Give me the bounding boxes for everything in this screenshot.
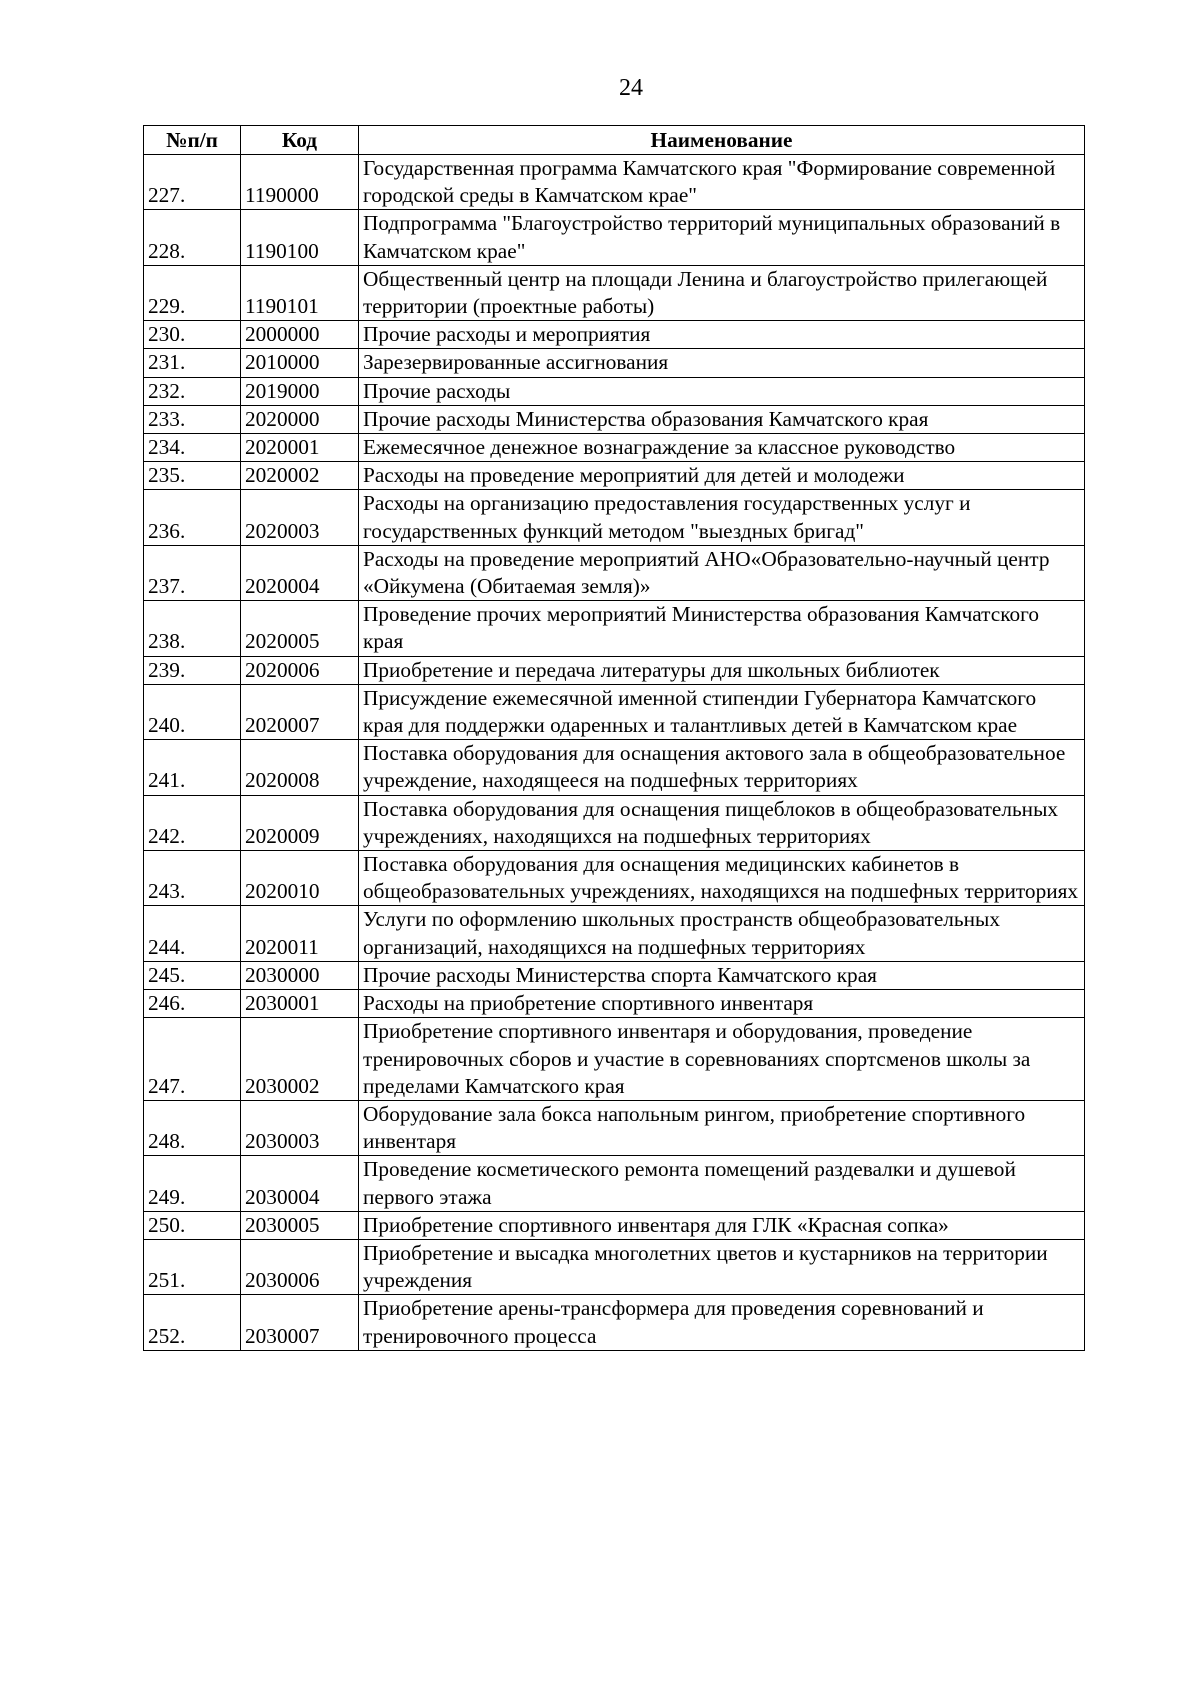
row-code: 2020011 xyxy=(241,906,359,961)
row-code: 2020004 xyxy=(241,545,359,600)
row-code: 2020007 xyxy=(241,684,359,739)
table-row xyxy=(144,1239,1085,1294)
table-row xyxy=(144,377,1085,405)
row-number: 237. xyxy=(144,545,241,600)
row-code: 2020009 xyxy=(241,795,359,850)
row-number: 252. xyxy=(144,1295,241,1350)
row-name: Проведение прочих мероприятий Министерства образования Камчатского края xyxy=(359,601,1085,656)
row-name: Общественный центр на площади Ленина и благоустройство прилегающей территории (проектные работы) xyxy=(359,265,1085,320)
table-row xyxy=(144,1100,1085,1155)
row-number: 241. xyxy=(144,740,241,795)
table-row xyxy=(144,740,1085,795)
row-number: 239. xyxy=(144,656,241,684)
page-number: 24 xyxy=(619,75,643,101)
row-code: 2030003 xyxy=(241,1100,359,1155)
row-name: Прочие расходы Министерства образования Камчатского края xyxy=(359,405,1085,433)
row-name: Ежемесячное денежное вознаграждение за классное руководство xyxy=(359,434,1085,462)
row-code: 2020008 xyxy=(241,740,359,795)
row-name: Услуги по оформлению школьных пространств общеобразовательных организаций, находящихся на подшефных территориях xyxy=(359,906,1085,961)
budget-classification-table xyxy=(143,125,1085,1351)
row-code: 2030005 xyxy=(241,1211,359,1239)
row-name: Поставка оборудования для оснащения актового зала в общеобразовательное учреждение, находящееся на подшефных территориях xyxy=(359,740,1085,795)
row-number: 230. xyxy=(144,321,241,349)
row-code: 2030006 xyxy=(241,1239,359,1294)
row-number: 243. xyxy=(144,851,241,906)
row-code: 2020005 xyxy=(241,601,359,656)
row-name: Проведение косметического ремонта помещений раздевалки и душевой первого этажа xyxy=(359,1156,1085,1211)
row-code: 1190101 xyxy=(241,265,359,320)
row-code: 2010000 xyxy=(241,349,359,377)
row-number: 231. xyxy=(144,349,241,377)
row-code: 2030007 xyxy=(241,1295,359,1350)
table-row xyxy=(144,321,1085,349)
table-row xyxy=(144,462,1085,490)
row-name: Приобретение спортивного инвентаря и оборудования, проведение тренировочных сборов и участие в соревнованиях спортсменов школы за пределами Камчатского края xyxy=(359,1018,1085,1101)
row-name: Расходы на организацию предоставления государственных услуг и государственных функций методом "выездных бригад" xyxy=(359,490,1085,545)
table-row xyxy=(144,405,1085,433)
row-number: 233. xyxy=(144,405,241,433)
row-name: Государственная программа Камчатского края "Формирование современной городской среды в Камчатском крае" xyxy=(359,155,1085,210)
table-row xyxy=(144,210,1085,265)
row-number: 246. xyxy=(144,990,241,1018)
table-row xyxy=(144,1295,1085,1350)
table-row xyxy=(144,1018,1085,1101)
table-row xyxy=(144,656,1085,684)
row-number: 247. xyxy=(144,1018,241,1101)
row-number: 235. xyxy=(144,462,241,490)
table-header xyxy=(144,126,1085,155)
row-code: 2030000 xyxy=(241,961,359,989)
row-code: 2030001 xyxy=(241,990,359,1018)
row-number: 229. xyxy=(144,265,241,320)
row-name: Прочие расходы xyxy=(359,377,1085,405)
header-row xyxy=(144,126,1085,155)
header-code: Код xyxy=(241,126,359,155)
row-code: 2020010 xyxy=(241,851,359,906)
row-number: 232. xyxy=(144,377,241,405)
row-name: Расходы на приобретение спортивного инвентаря xyxy=(359,990,1085,1018)
row-code: 2020000 xyxy=(241,405,359,433)
table-row xyxy=(144,990,1085,1018)
row-code: 1190100 xyxy=(241,210,359,265)
row-number: 248. xyxy=(144,1100,241,1155)
row-name: Поставка оборудования для оснащения медицинских кабинетов в общеобразовательных учреждениях, находящихся на подшефных территориях xyxy=(359,851,1085,906)
row-number: 240. xyxy=(144,684,241,739)
row-name: Присуждение ежемесячной именной стипендии Губернатора Камчатского края для поддержки одаренных и талантливых детей в Камчатском крае xyxy=(359,684,1085,739)
header-num: №п/п xyxy=(144,126,241,155)
row-code: 2000000 xyxy=(241,321,359,349)
row-number: 251. xyxy=(144,1239,241,1294)
row-number: 250. xyxy=(144,1211,241,1239)
row-code: 2020001 xyxy=(241,434,359,462)
row-name: Поставка оборудования для оснащения пищеблоков в общеобразовательных учреждениях, находящихся на подшефных территориях xyxy=(359,795,1085,850)
row-name: Приобретение и передача литературы для школьных библиотек xyxy=(359,656,1085,684)
table-row xyxy=(144,434,1085,462)
table-row xyxy=(144,795,1085,850)
row-name: Зарезервированные ассигнования xyxy=(359,349,1085,377)
row-name: Расходы на проведение мероприятий АНО«Образовательно-научный центр «Ойкумена (Обитаемая земля)» xyxy=(359,545,1085,600)
table-row xyxy=(144,1211,1085,1239)
row-name: Приобретение и высадка многолетних цветов и кустарников на территории учреждения xyxy=(359,1239,1085,1294)
row-name: Приобретение арены-трансформера для проведения соревнований и тренировочного процесса xyxy=(359,1295,1085,1350)
row-name: Расходы на проведение мероприятий для детей и молодежи xyxy=(359,462,1085,490)
row-name: Прочие расходы и мероприятия xyxy=(359,321,1085,349)
table-row xyxy=(144,906,1085,961)
row-number: 244. xyxy=(144,906,241,961)
row-name: Оборудование зала бокса напольным рингом, приобретение спортивного инвентаря xyxy=(359,1100,1085,1155)
table-row xyxy=(144,601,1085,656)
row-number: 236. xyxy=(144,490,241,545)
row-code: 2030004 xyxy=(241,1156,359,1211)
table-row xyxy=(144,349,1085,377)
table-row xyxy=(144,265,1085,320)
table-row xyxy=(144,490,1085,545)
row-name: Подпрограмма "Благоустройство территорий муниципальных образований в Камчатском крае" xyxy=(359,210,1085,265)
table-row xyxy=(144,684,1085,739)
table-body xyxy=(144,155,1085,1351)
row-name: Приобретение спортивного инвентаря для ГЛК «Красная сопка» xyxy=(359,1211,1085,1239)
row-number: 249. xyxy=(144,1156,241,1211)
row-number: 245. xyxy=(144,961,241,989)
table-row xyxy=(144,961,1085,989)
row-code: 2019000 xyxy=(241,377,359,405)
table-row xyxy=(144,545,1085,600)
row-code: 2020003 xyxy=(241,490,359,545)
table-row xyxy=(144,155,1085,210)
row-code: 2020006 xyxy=(241,656,359,684)
header-name: Наименование xyxy=(359,126,1085,155)
row-number: 227. xyxy=(144,155,241,210)
row-number: 238. xyxy=(144,601,241,656)
row-code: 2020002 xyxy=(241,462,359,490)
row-name: Прочие расходы Министерства спорта Камчатского края xyxy=(359,961,1085,989)
row-number: 242. xyxy=(144,795,241,850)
row-code: 2030002 xyxy=(241,1018,359,1101)
table-row xyxy=(144,851,1085,906)
row-number: 234. xyxy=(144,434,241,462)
row-number: 228. xyxy=(144,210,241,265)
row-code: 1190000 xyxy=(241,155,359,210)
table-row xyxy=(144,1156,1085,1211)
